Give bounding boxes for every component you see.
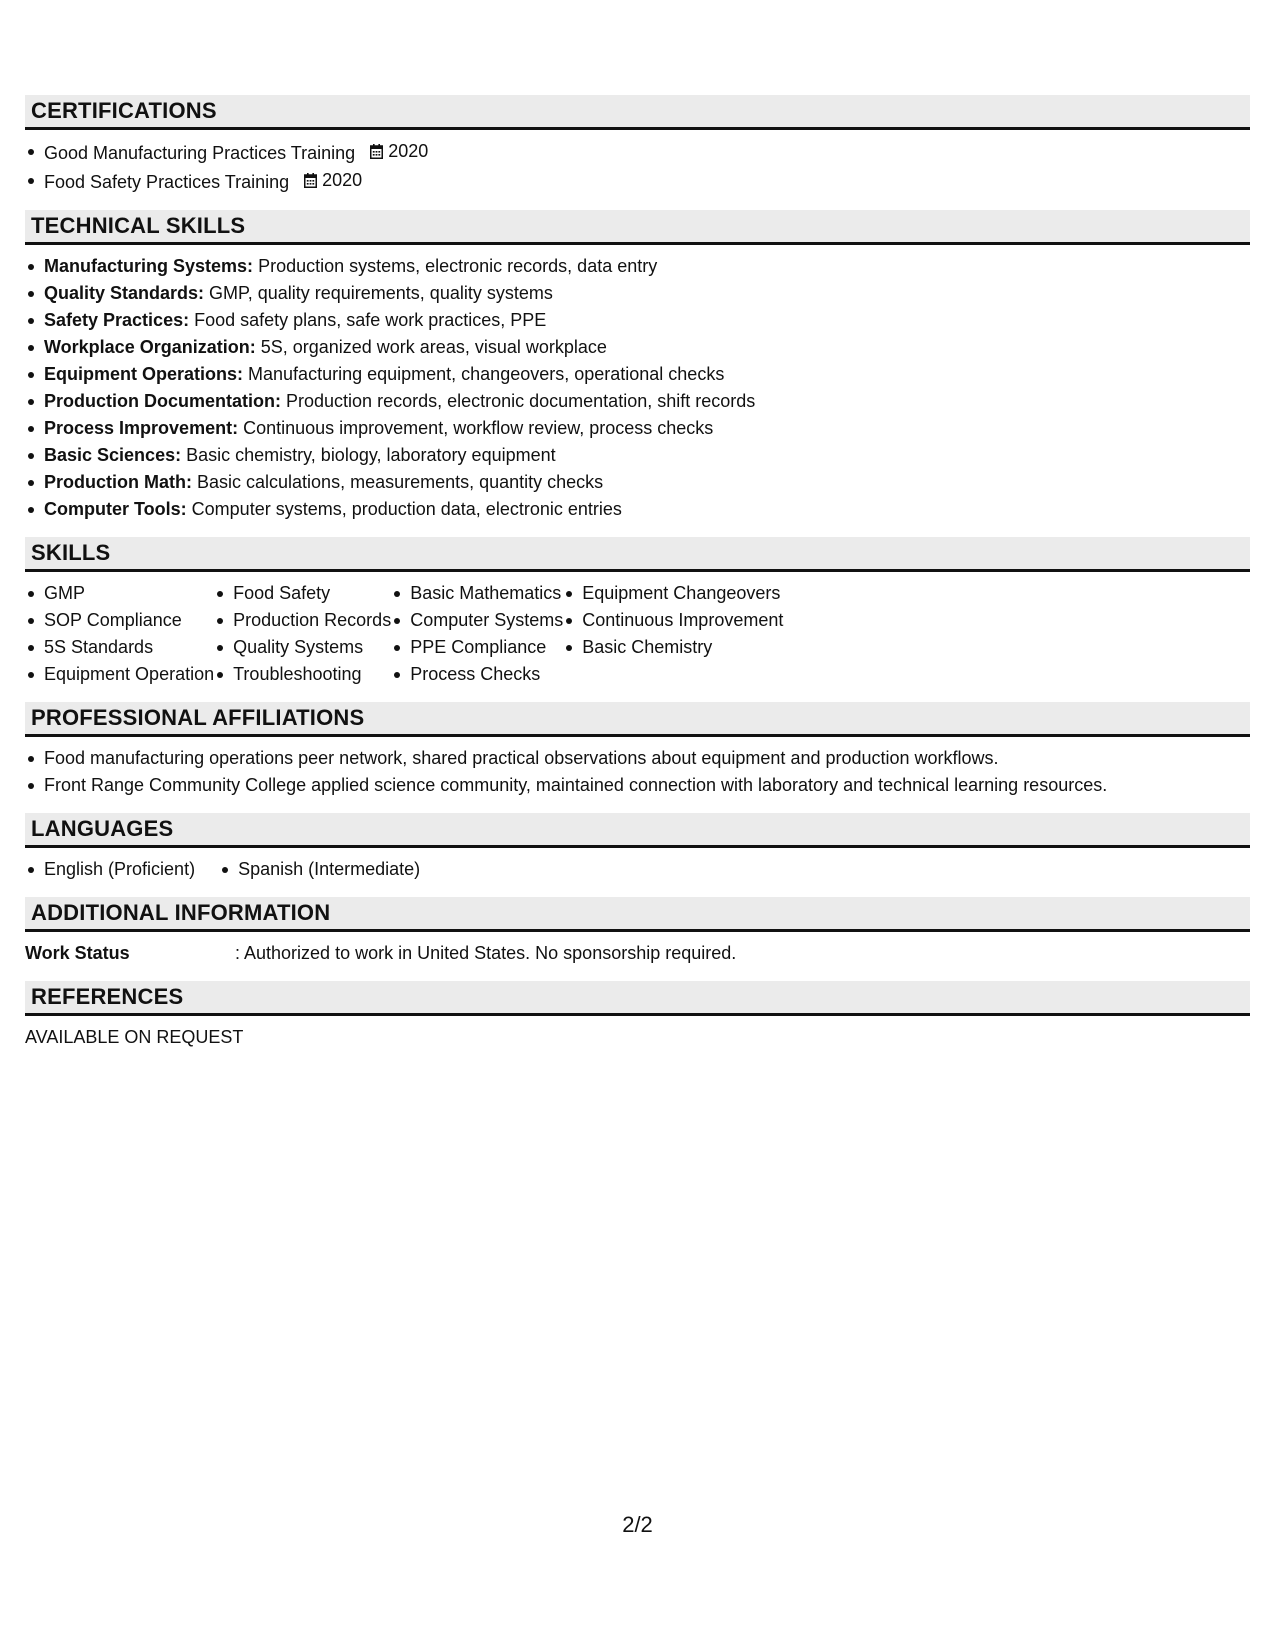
technical-skill-label: Basic Sciences: — [44, 445, 182, 465]
technical-skill-label: Production Math: — [44, 472, 192, 492]
certifications-section — [25, 95, 1250, 196]
skills-column — [214, 580, 391, 688]
affiliations-list — [25, 745, 1250, 799]
affiliations-section — [25, 702, 1250, 799]
skill-item: GMP — [25, 580, 214, 607]
skill-item: Basic Mathematics — [391, 580, 563, 607]
technical-skill-text: Basic calculations, measurements, quantity checks — [197, 472, 604, 492]
technical-skill-text: Production records, electronic documentation, shift records — [286, 391, 756, 411]
technical-skill-item — [25, 442, 1250, 469]
affiliations-heading: PROFESSIONAL AFFILIATIONS — [25, 702, 1250, 737]
certification-name: Food Safety Practices Training — [44, 172, 290, 192]
technical-skill-item — [25, 415, 1250, 442]
technical-skill-item — [25, 253, 1250, 280]
references-section — [25, 981, 1250, 1051]
additional-info-heading: ADDITIONAL INFORMATION — [25, 897, 1250, 932]
skill-item: Troubleshooting — [214, 661, 391, 688]
affiliation-item: Front Range Community College applied science community, maintained connection with laboratory and technical learning resources. — [25, 772, 1250, 799]
languages-list — [25, 856, 1250, 883]
technical-skill-item — [25, 280, 1250, 307]
calendar-icon — [304, 173, 317, 188]
technical-skill-text: Computer systems, production data, electronic entries — [191, 499, 622, 519]
skill-item: SOP Compliance — [25, 607, 214, 634]
skill-item: Quality Systems — [214, 634, 391, 661]
technical-skill-text: Food safety plans, safe work practices, PPE — [194, 310, 547, 330]
technical-skill-text: GMP, quality requirements, quality systems — [209, 283, 553, 303]
work-status-value: : Authorized to work in United States. No sponsorship required. — [235, 943, 737, 963]
technical-skill-label: Workplace Organization: — [44, 337, 256, 357]
skills-column — [25, 580, 214, 688]
skills-heading: SKILLS — [25, 537, 1250, 572]
technical-skill-label: Computer Tools: — [44, 499, 187, 519]
technical-skills-heading: TECHNICAL SKILLS — [25, 210, 1250, 245]
technical-skill-text: Production systems, electronic records, data entry — [258, 256, 658, 276]
work-status-row — [25, 940, 1250, 967]
references-text: AVAILABLE ON REQUEST — [25, 1027, 244, 1047]
technical-skill-label: Equipment Operations: — [44, 364, 244, 384]
skill-item: Computer Systems — [391, 607, 563, 634]
technical-skill-text: Manufacturing equipment, changeovers, operational checks — [248, 364, 725, 384]
skill-item: Food Safety — [214, 580, 391, 607]
references-heading: REFERENCES — [25, 981, 1250, 1016]
technical-skill-label: Quality Standards: — [44, 283, 205, 303]
skill-item: 5S Standards — [25, 634, 214, 661]
technical-skill-item — [25, 334, 1250, 361]
certification-year: 2020 — [388, 141, 429, 161]
technical-skill-text: Continuous improvement, workflow review, process checks — [243, 418, 714, 438]
certifications-list — [25, 138, 1250, 196]
page-number: 2/2 — [622, 1512, 653, 1537]
technical-skill-label: Process Improvement: — [44, 418, 239, 438]
affiliation-item: Food manufacturing operations peer network, shared practical observations about equipment and production workflows. — [25, 745, 1250, 772]
additional-info-section — [25, 897, 1250, 967]
language-item: Spanish (Intermediate) — [219, 856, 420, 883]
languages-section — [25, 813, 1250, 883]
skill-item: Production Records — [214, 607, 391, 634]
certification-item — [25, 138, 1250, 167]
resume-page — [25, 95, 1250, 1065]
certifications-heading: CERTIFICATIONS — [25, 95, 1250, 130]
skill-item: Equipment Operation — [25, 661, 214, 688]
languages-heading: LANGUAGES — [25, 813, 1250, 848]
technical-skill-label: Production Documentation: — [44, 391, 281, 411]
skills-section — [25, 537, 1250, 688]
certification-date — [304, 167, 362, 194]
technical-skill-item — [25, 307, 1250, 334]
technical-skill-item — [25, 361, 1250, 388]
skill-item: Basic Chemistry — [563, 634, 783, 661]
certification-year: 2020 — [322, 170, 363, 190]
technical-skill-item — [25, 469, 1250, 496]
technical-skills-list — [25, 253, 1250, 523]
skill-item: Continuous Improvement — [563, 607, 783, 634]
technical-skill-text: Basic chemistry, biology, laboratory equipment — [186, 445, 556, 465]
certification-name: Good Manufacturing Practices Training — [44, 143, 356, 163]
technical-skill-label: Manufacturing Systems: — [44, 256, 254, 276]
skills-grid — [25, 580, 1250, 688]
technical-skills-section — [25, 210, 1250, 523]
technical-skill-item — [25, 496, 1250, 523]
technical-skill-text: 5S, organized work areas, visual workplace — [260, 337, 607, 357]
skill-item: PPE Compliance — [391, 634, 563, 661]
certification-item — [25, 167, 1250, 196]
language-item: English (Proficient) — [25, 856, 195, 883]
skills-column — [391, 580, 563, 688]
certification-date — [370, 138, 428, 165]
calendar-icon — [370, 144, 383, 159]
skills-column — [563, 580, 783, 688]
skill-item: Process Checks — [391, 661, 563, 688]
skill-item: Equipment Changeovers — [563, 580, 783, 607]
technical-skill-label: Safety Practices: — [44, 310, 190, 330]
work-status-label: Work Status — [25, 943, 130, 963]
technical-skill-item — [25, 388, 1250, 415]
